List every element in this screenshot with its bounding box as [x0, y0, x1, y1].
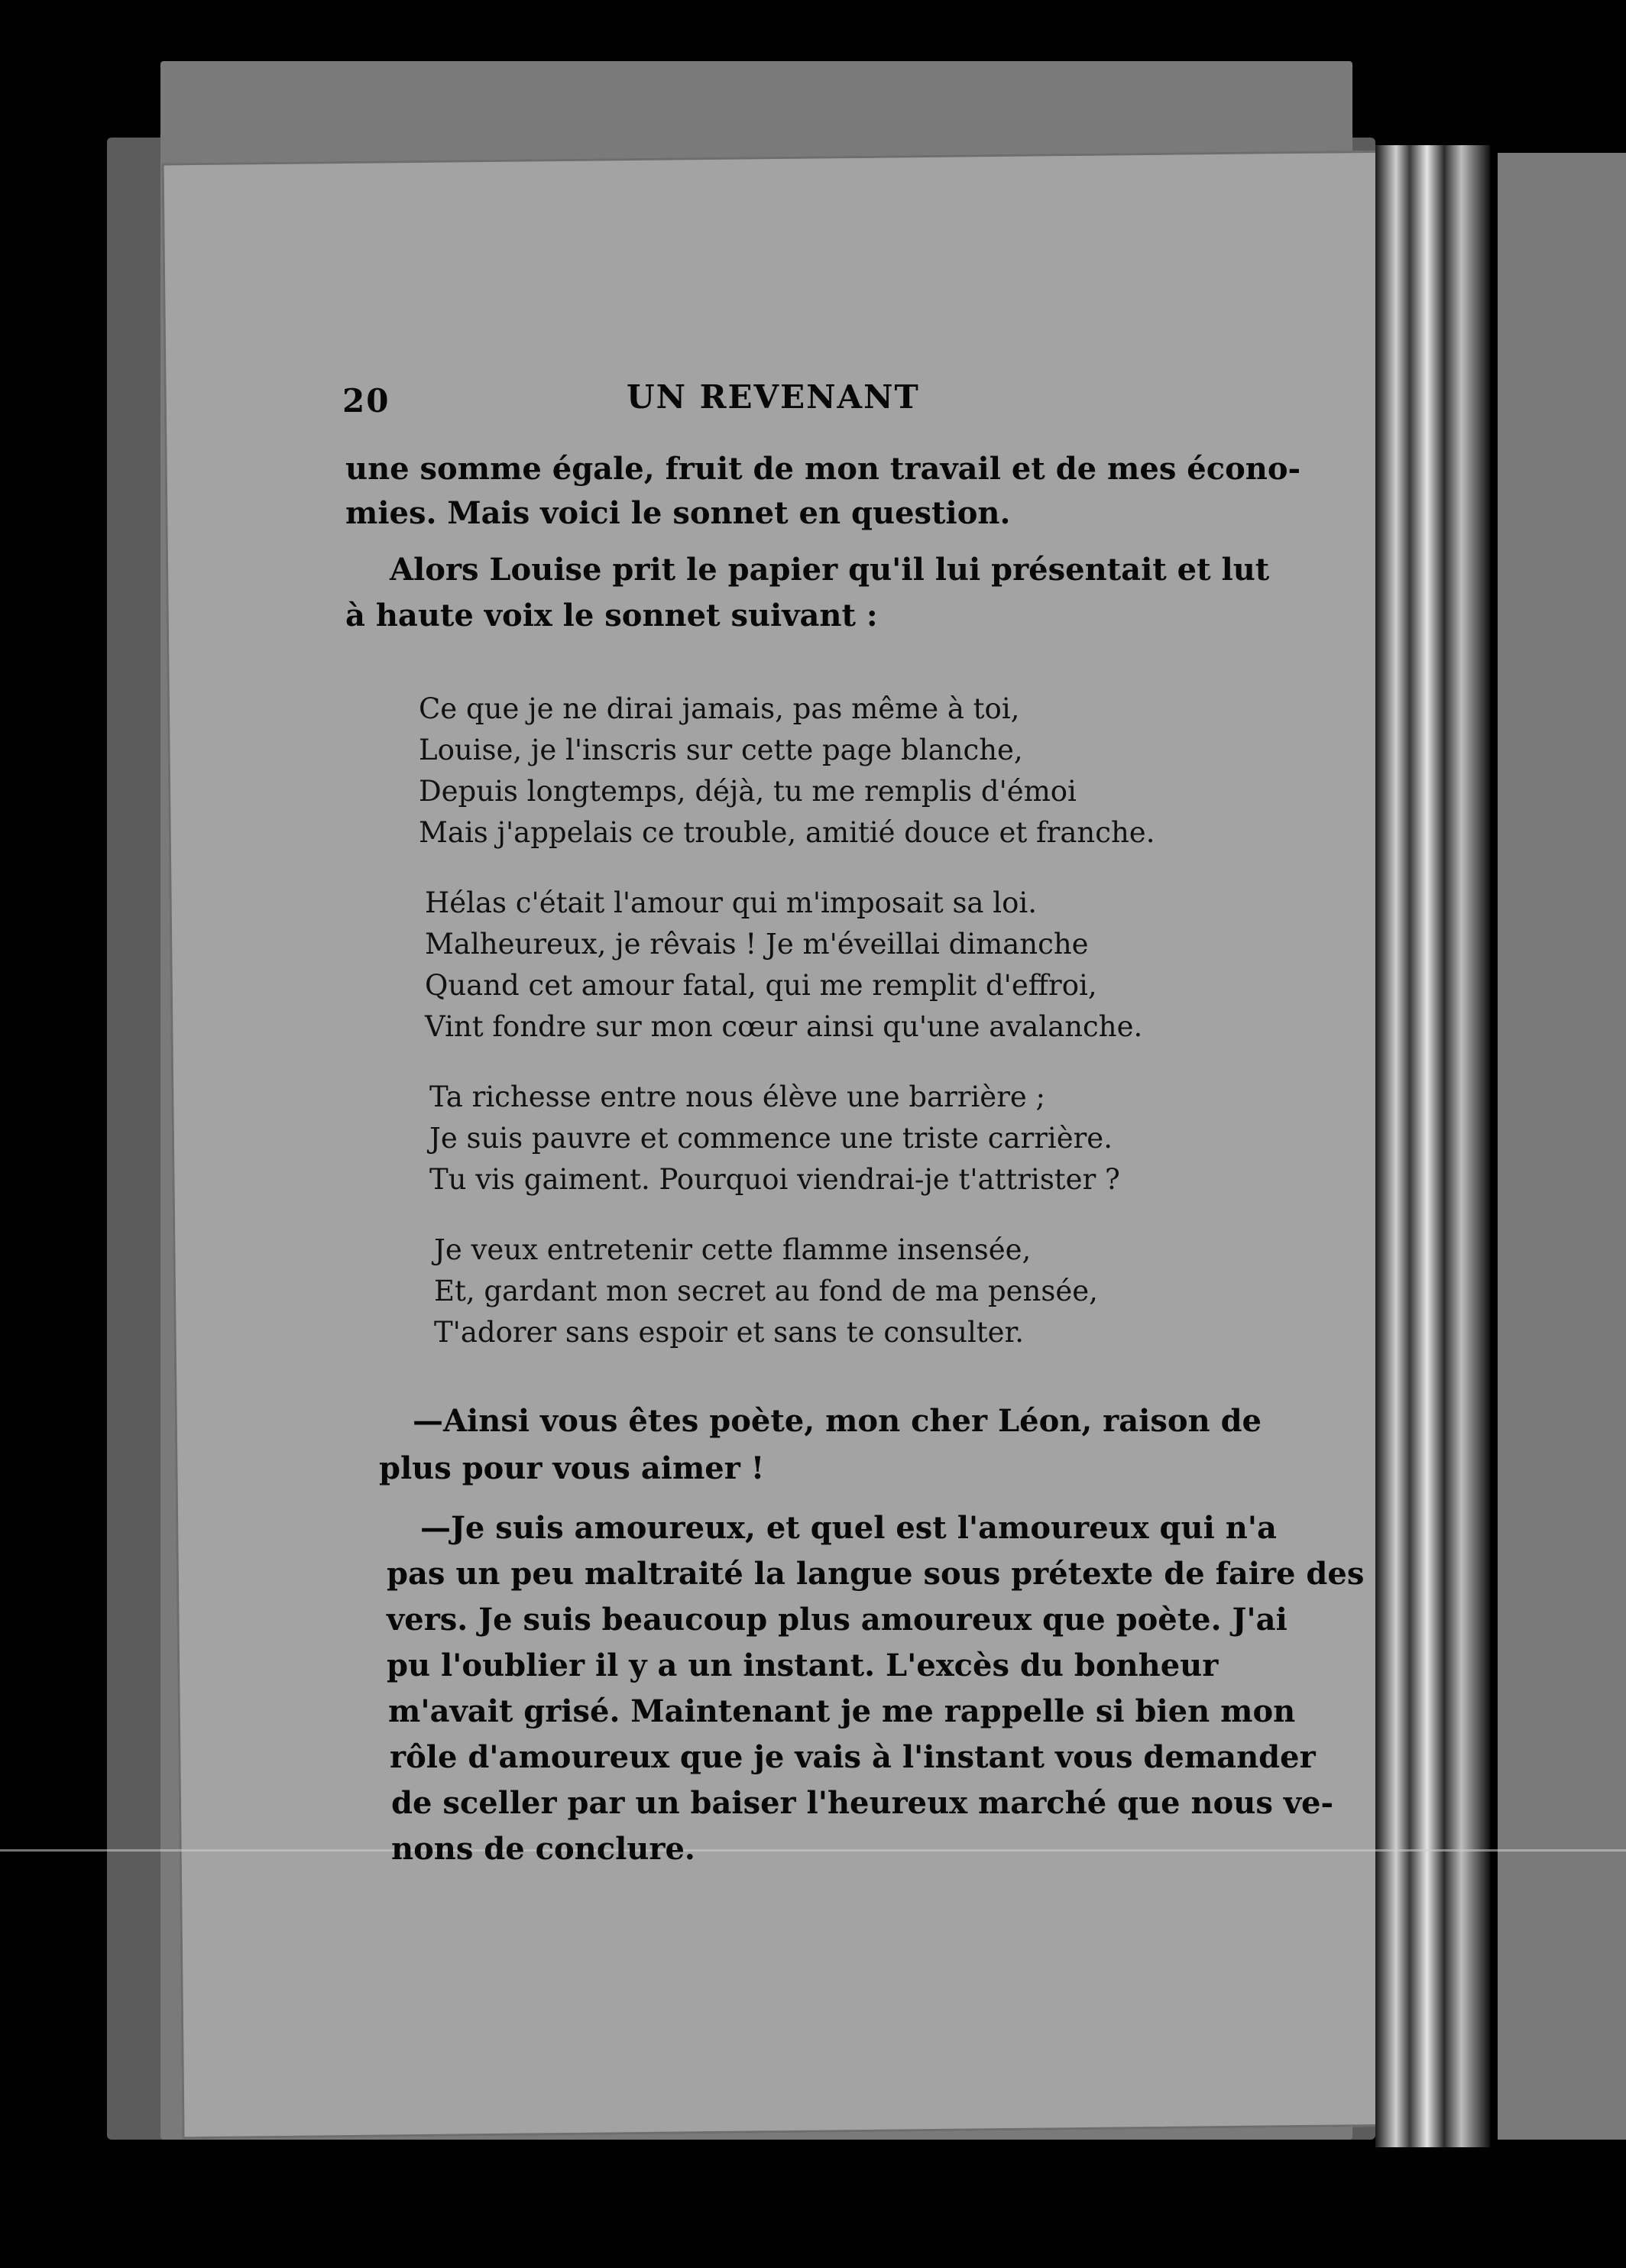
- verse-line: Louise, je l'inscris sur cette page blanche,: [419, 734, 1023, 766]
- prose-line: —Je suis amoureux, et quel est l'amoureux qui n'a: [420, 1510, 1277, 1546]
- verse-line: T'adorer sans espoir et sans te consulter.: [434, 1316, 1024, 1349]
- prose-line: de sceller par un baiser l'heureux marché que nous ve-: [391, 1785, 1334, 1821]
- verse-line: Ta richesse entre nous élève une barrière ;: [429, 1081, 1046, 1113]
- prose-line: pas un peu maltraité la langue sous prétexte de faire des: [387, 1556, 1365, 1592]
- prose-line: mies. Mais voici le sonnet en question.: [345, 495, 1011, 531]
- prose-line: une somme égale, fruit de mon travail et de mes écono-: [345, 451, 1301, 487]
- running-title: UN REVENANT: [627, 378, 920, 416]
- page-number: 20: [342, 382, 390, 420]
- prose-line: pu l'oublier il y a un instant. L'excès du bonheur: [387, 1648, 1219, 1683]
- prose-line: rôle d'amoureux que je vais à l'instant vous demander: [390, 1739, 1316, 1775]
- verse-line: Je veux entretenir cette flamme insensée,: [434, 1233, 1032, 1266]
- verse-line: Tu vis gaiment. Pourquoi viendrai-je t'attrister ?: [429, 1163, 1120, 1196]
- verse-line: Je suis pauvre et commence une triste carrière.: [429, 1122, 1113, 1155]
- verse-line: Hélas c'était l'amour qui m'imposait sa loi.: [425, 886, 1037, 919]
- verse-line: Depuis longtemps, déjà, tu me remplis d'émoi: [419, 775, 1077, 808]
- verse-line: Et, gardant mon secret au fond de ma pensée,: [434, 1275, 1098, 1307]
- verse-line: Ce que je ne dirai jamais, pas même à toi,: [419, 692, 1020, 725]
- verse-line: Vint fondre sur mon cœur ainsi qu'une avalanche.: [425, 1010, 1143, 1043]
- verse-line: Quand cet amour fatal, qui me remplit d'effroi,: [425, 969, 1097, 1002]
- verse-line: Mais j'appelais ce trouble, amitié douce et franche.: [419, 816, 1155, 849]
- prose-line: nons de conclure.: [391, 1831, 695, 1867]
- verse-line: Malheureux, je rêvais ! Je m'éveillai dimanche: [425, 928, 1089, 961]
- prose-line: à haute voix le sonnet suivant :: [345, 598, 878, 633]
- prose-line: Alors Louise prit le papier qu'il lui présentait et lut: [390, 552, 1270, 588]
- prose-line: —Ainsi vous êtes poète, mon cher Léon, raison de: [413, 1403, 1262, 1439]
- prose-line: plus pour vous aimer !: [379, 1450, 765, 1486]
- prose-line: m'avait grisé. Maintenant je me rappelle si bien mon: [388, 1693, 1296, 1729]
- prose-line: vers. Je suis beaucoup plus amoureux que poète. J'ai: [387, 1602, 1288, 1638]
